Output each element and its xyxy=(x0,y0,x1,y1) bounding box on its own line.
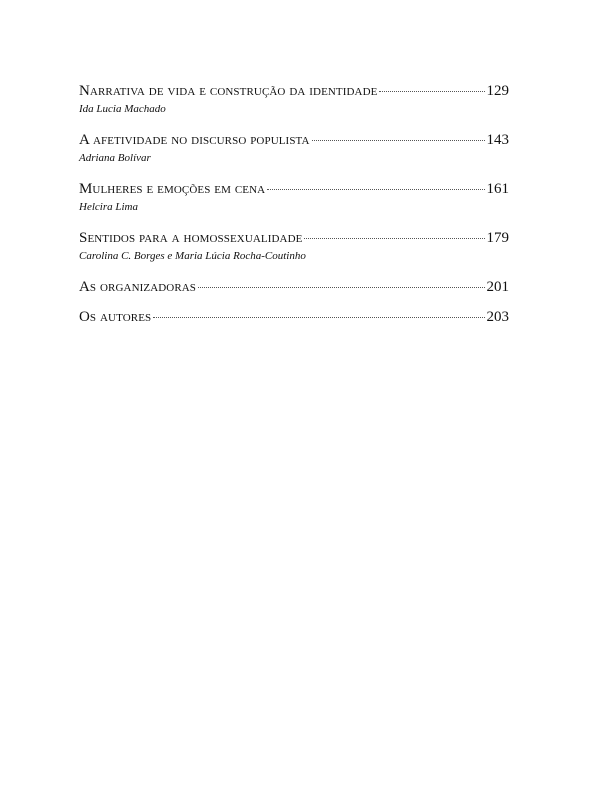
toc-entry-author: Carolina C. Borges e Maria Lúcia Rocha-Coutinho xyxy=(79,250,306,262)
toc-entry-row xyxy=(79,230,509,250)
toc-entry-author: Ida Lucia Machado xyxy=(79,103,166,115)
toc-entry-row xyxy=(79,83,509,103)
toc-entry-title: Os autores xyxy=(79,309,152,325)
toc-entry-page: 143 xyxy=(486,132,509,148)
toc-entry xyxy=(79,132,509,168)
dot-leader xyxy=(304,237,484,239)
dot-leader xyxy=(153,316,484,318)
toc-entry-title: As organizadoras xyxy=(79,279,197,295)
dot-leader xyxy=(379,90,484,92)
toc-entry xyxy=(79,230,509,266)
toc-entry-title: Narrativa de vida e construção da identidade xyxy=(79,83,378,99)
toc-entry xyxy=(79,309,509,329)
toc-entry-row xyxy=(79,181,509,201)
toc-entry-title: Mulheres e emoções em cena xyxy=(79,181,266,197)
dot-leader xyxy=(267,188,484,190)
toc-entry xyxy=(79,181,509,217)
toc-entry-page: 129 xyxy=(486,83,509,99)
toc-entry-author: Adriana Bolívar xyxy=(79,152,151,164)
toc-entry-row xyxy=(79,309,509,329)
toc-entry-page: 201 xyxy=(486,279,509,295)
table-of-contents xyxy=(79,83,509,339)
toc-entry-row xyxy=(79,132,509,152)
toc-entry-page: 203 xyxy=(486,309,509,325)
toc-entry-row xyxy=(79,279,509,299)
toc-entry xyxy=(79,83,509,119)
dot-leader xyxy=(198,286,484,288)
toc-entry-title: A afetividade no discurso populista xyxy=(79,132,310,148)
toc-entry-title: Sentidos para a homossexualidade xyxy=(79,230,303,246)
toc-entry-page: 161 xyxy=(486,181,509,197)
toc-entry-author: Helcira Lima xyxy=(79,201,138,213)
toc-entry-page: 179 xyxy=(486,230,509,246)
dot-leader xyxy=(312,139,485,141)
toc-entry xyxy=(79,279,509,299)
